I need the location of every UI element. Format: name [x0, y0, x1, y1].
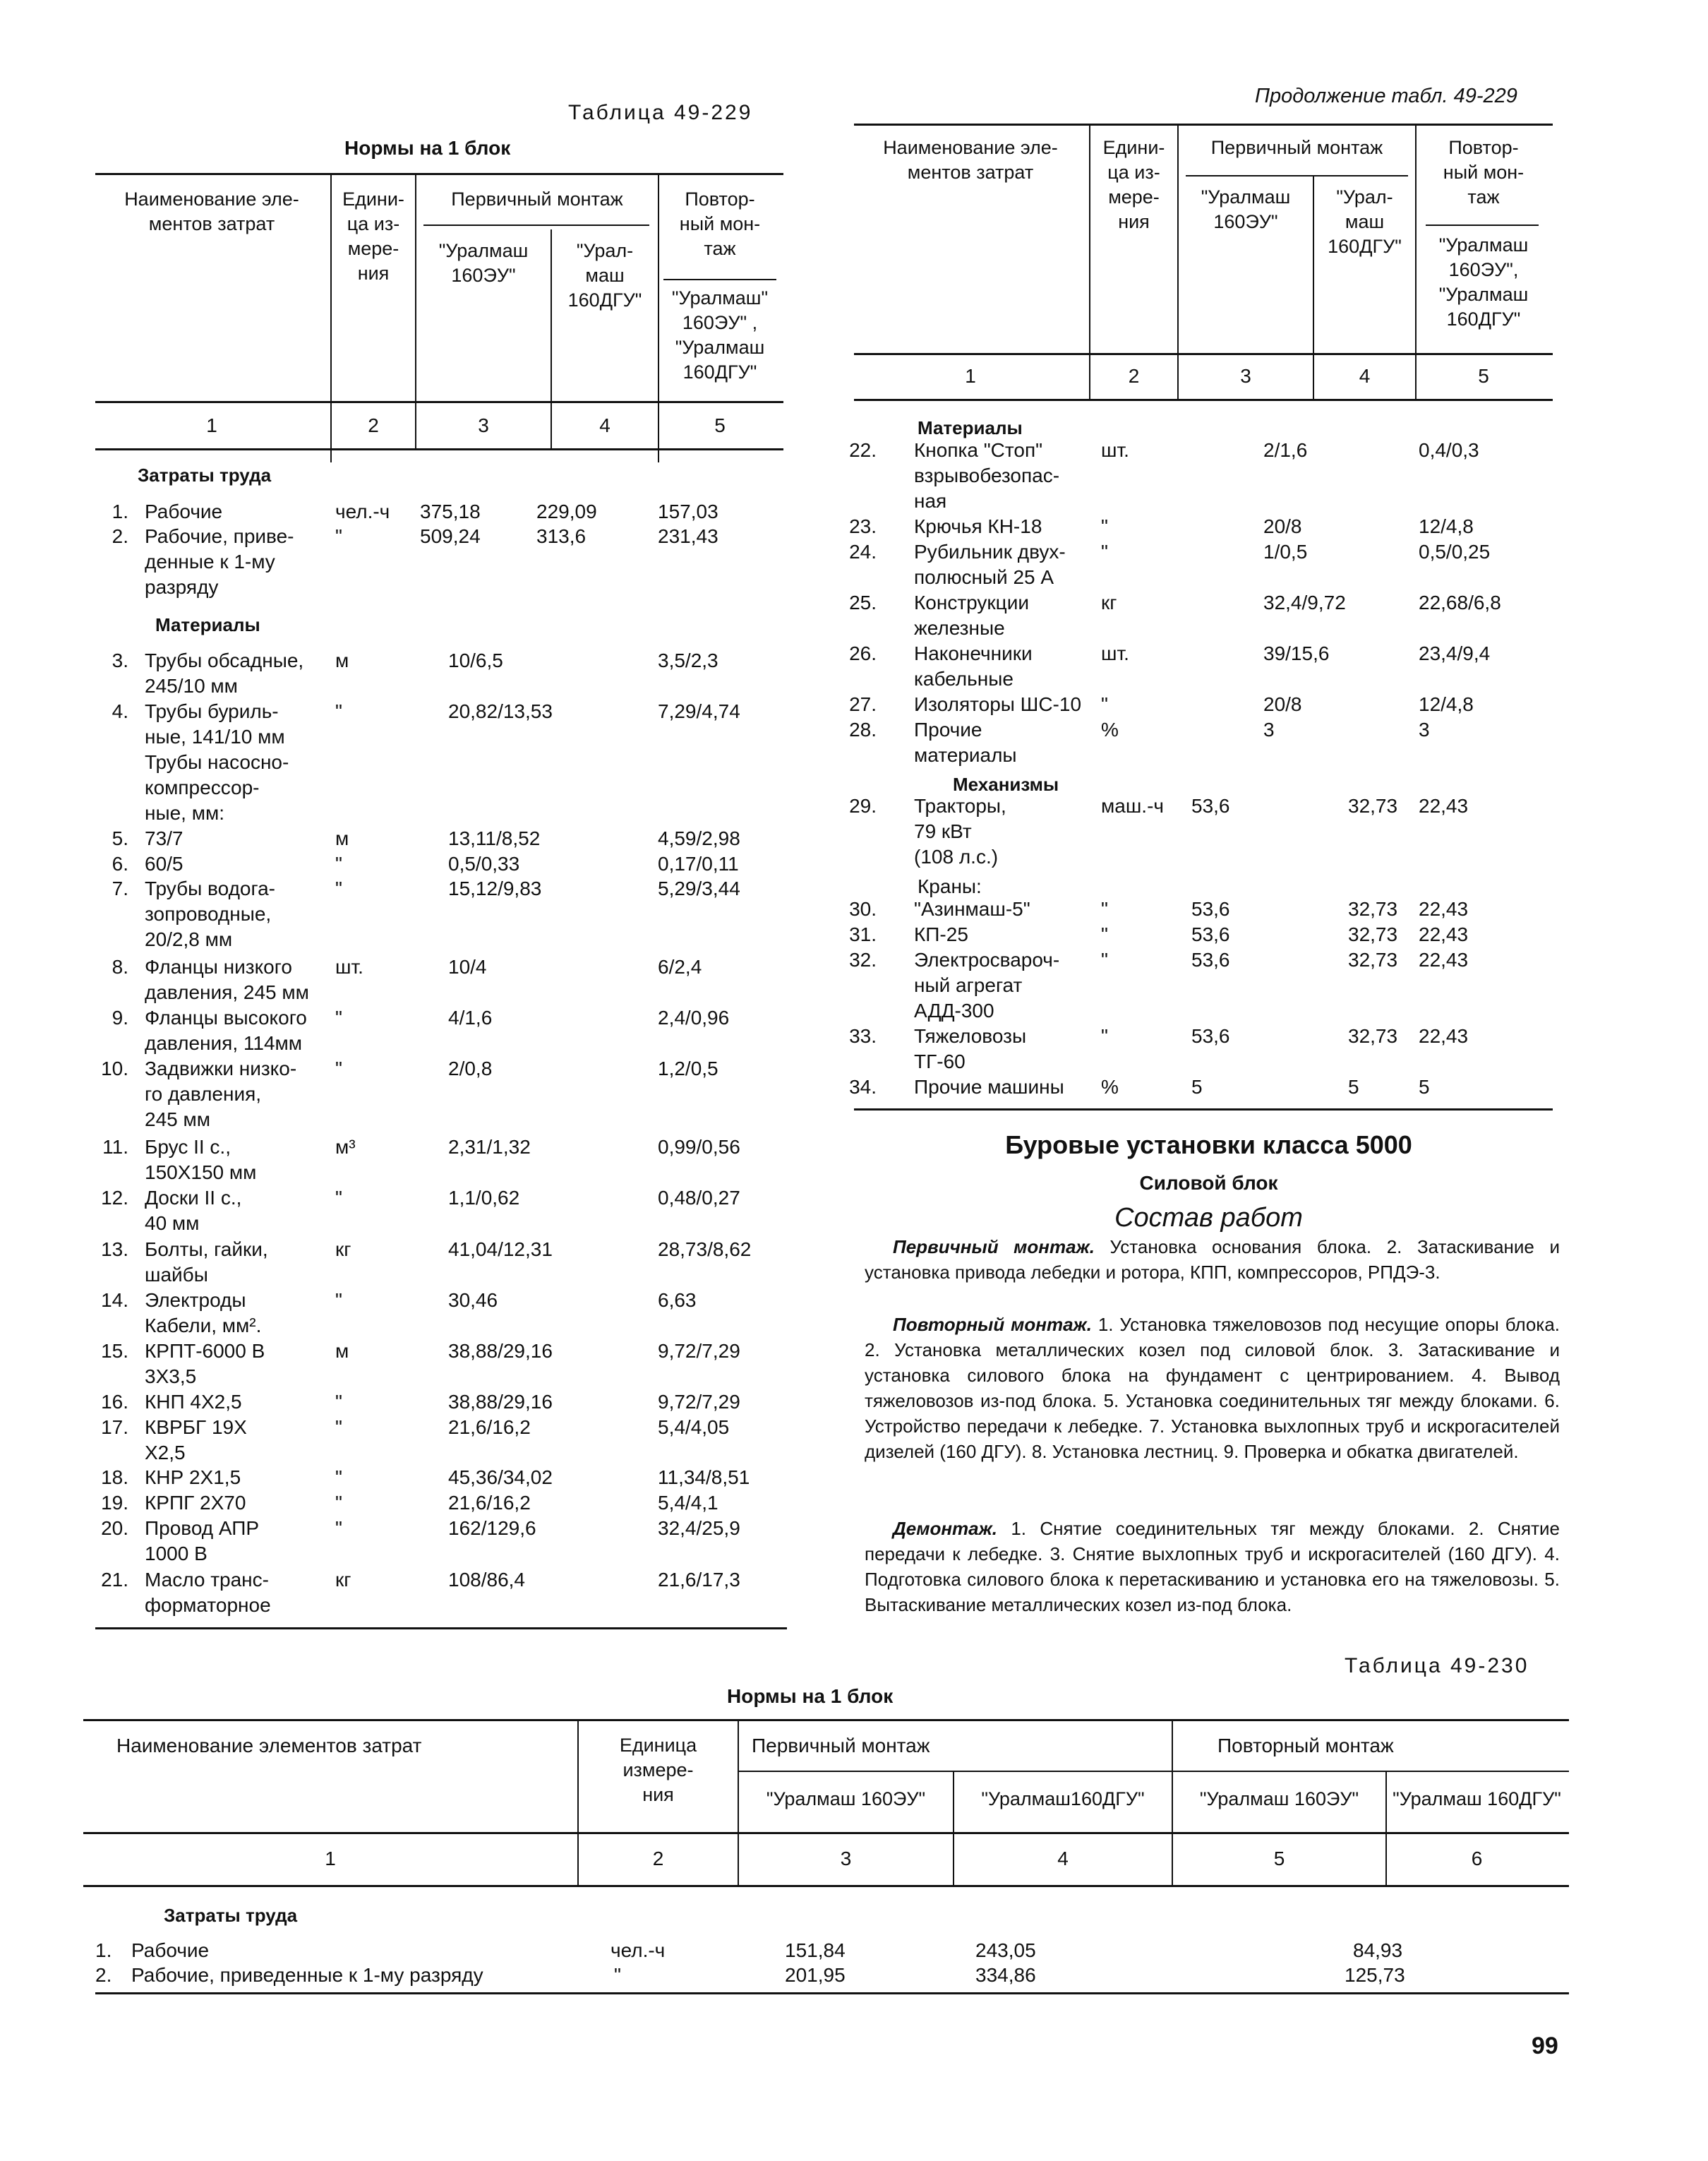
left-row-17-n: 17.: [101, 1416, 128, 1438]
right-header-col2: Едини- ца из- мере- ния: [1102, 137, 1165, 232]
right-row-8-n: 29.: [849, 795, 877, 817]
right-row-5-name: Наконечники кабельные: [914, 642, 1033, 690]
right-row-11-unit: ": [1101, 949, 1108, 971]
composition-title: Состав работ: [1114, 1203, 1303, 1233]
norms-title-left: Нормы на 1 блок: [344, 137, 511, 159]
left-colnum-bottom-rule: [95, 448, 783, 450]
left-row-20-n: 20.: [101, 1517, 128, 1539]
left-row-6-unit: ": [335, 853, 342, 875]
left-row-1-n: 1.: [112, 501, 128, 522]
left-colnum-2: 2: [368, 414, 379, 436]
bottom-row-1-a: 151,84: [785, 1939, 846, 1961]
left-row-10-ab: 2/0,8: [448, 1058, 493, 1079]
left-row-5-name: 73/7: [145, 827, 184, 849]
bottom-row-2-unit: ": [614, 1964, 621, 1986]
left-row-21-n: 21.: [101, 1569, 128, 1591]
left-row-15-name: КРПТ-6000 В 3Х3,5: [145, 1340, 265, 1387]
bottom-header-col2: Единица измере- ния: [619, 1735, 697, 1805]
bottom-header-p-b: "Уралмаш160ДГУ": [981, 1788, 1145, 1809]
left-colnum-3: 3: [478, 414, 489, 436]
left-row-9-unit: ": [335, 1007, 342, 1029]
paragraph-dismantle-lead: Демонтаж.: [893, 1518, 998, 1539]
section-title: Буровые установки класса 5000: [1005, 1130, 1412, 1159]
left-header-primary-b: "Урал- маш 160ДГУ": [567, 240, 642, 311]
bottom-header-primary: Первичный монтаж: [752, 1735, 930, 1756]
right-colnum-3: 3: [1240, 365, 1251, 387]
left-row-3-n: 3.: [112, 650, 128, 671]
left-row-18-n: 18.: [101, 1466, 128, 1488]
right-row-12-c: 22,43: [1419, 1025, 1469, 1047]
right-row-5-unit: шт.: [1101, 642, 1129, 664]
left-row-10-name: Задвижки низко- го давления, 245 мм: [145, 1058, 297, 1130]
left-header-col1: Наименование эле- ментов затрат: [124, 188, 299, 234]
left-colnum-1: 1: [206, 414, 217, 436]
left-row-12-ab: 1,1/0,62: [448, 1187, 520, 1209]
right-row-13-b: 5: [1348, 1076, 1359, 1098]
left-row-20-name: Провод АПР 1000 В: [145, 1517, 260, 1564]
left-row-18-ab: 45,36/34,02: [448, 1466, 553, 1488]
left-row-13-n: 13.: [101, 1238, 128, 1260]
left-row-12-c: 0,48/0,27: [658, 1187, 740, 1209]
left-row-8-c: 6/2,4: [658, 956, 702, 978]
paragraph-primary: [865, 1234, 1560, 1285]
table-caption-49-230: Таблица 49-230: [1345, 1654, 1529, 1677]
left-row-17-ab: 21,6/16,2: [448, 1416, 531, 1438]
left-row-14-ab: 30,46: [448, 1289, 498, 1311]
right-row-11-n: 32.: [849, 949, 877, 971]
left-row-4-unit: ": [335, 700, 342, 722]
bottom-header-repeat: Повторный монтаж: [1217, 1735, 1394, 1756]
left-row-6-name: 60/5: [145, 853, 184, 875]
right-row-13-name: Прочие машины: [914, 1076, 1064, 1098]
right-table-top-rule: [854, 124, 1553, 126]
right-row-12-unit: ": [1101, 1025, 1108, 1047]
right-row-4-name: Конструкции железные: [914, 592, 1029, 639]
right-row-8-b: 32,73: [1348, 795, 1398, 817]
left-row-10-n: 10.: [101, 1058, 128, 1079]
left-row-13-name: Болты, гайки, шайбы: [145, 1238, 268, 1286]
subsection-title: Силовой блок: [1139, 1172, 1278, 1194]
right-row-11-c: 22,43: [1419, 949, 1469, 971]
bottom-section-labor: Затраты труда: [164, 1905, 298, 1926]
left-row-14-n: 14.: [101, 1289, 128, 1311]
left-row-1-a: 375,18: [420, 501, 481, 522]
left-row-12-unit: ": [335, 1187, 342, 1209]
left-row-7-c: 5,29/3,44: [658, 878, 740, 899]
right-header-repeat-sub: "Уралмаш 160ЭУ", "Уралмаш 160ДГУ": [1438, 234, 1529, 330]
bottom-header-bottom-rule: [83, 1832, 1569, 1834]
bottom-row-2-name: Рабочие, приведенные к 1-му разряду: [131, 1964, 483, 1986]
right-colnum-5: 5: [1478, 365, 1489, 387]
left-row-5-n: 5.: [112, 827, 128, 849]
paragraph-repeat-text: 1. Установка тяжеловозов под несущие опоры блока. 2. Установка металлических козел под силовой блок. 3. Затаскивание и установка силового блока на фундамент с центрированием. 4. Вывод тяжеловозов из-под блока. 5. Установка соединительных тяг между блоками. 6. Устройство передачи к лебедке. 7. Установка выхлопных труб и искрогасителей дизелей (160 ДГУ). 8. Установка лестниц. 9. Проверка и обкатка двигателей.: [865, 1314, 1560, 1462]
left-row-11-unit: м³: [335, 1136, 356, 1158]
right-repeat-subrule: [1426, 225, 1539, 226]
right-row-6-name: Изоляторы ШС-10: [914, 693, 1082, 715]
paragraph-repeat: [865, 1312, 1560, 1464]
left-row-9-ab: 4/1,6: [448, 1007, 493, 1029]
right-primary-subrule: [1186, 175, 1408, 176]
left-header-primary-a: "Уралмаш 160ЭУ": [438, 240, 529, 286]
right-row-10-b: 32,73: [1348, 923, 1398, 945]
left-row-13-ab: 41,04/12,31: [448, 1238, 553, 1260]
left-row-17-name: КВРБГ 19Х Х2,5: [145, 1416, 247, 1463]
left-row-5-ab: 13,11/8,52: [448, 827, 541, 849]
left-row-2-c: 231,43: [658, 525, 718, 547]
left-row-16-c: 9,72/7,29: [658, 1391, 740, 1413]
left-table-bottom-rule: [95, 1627, 787, 1629]
left-row-3-c: 3,5/2,3: [658, 650, 718, 671]
bottom-row-2-num: 2.: [95, 1964, 112, 1986]
right-row-12-name: Тяжеловозы ТГ-60: [914, 1025, 1027, 1072]
left-row-11-c: 0,99/0,56: [658, 1136, 740, 1158]
right-row-2-name: Крючья КН-18: [914, 515, 1042, 537]
left-row-19-name: КРПГ 2Х70: [145, 1492, 246, 1514]
left-row-3-ab: 10/6,5: [448, 650, 503, 671]
right-row-1-unit: шт.: [1101, 439, 1129, 461]
bottom-row-1-r: 84,93: [1353, 1939, 1403, 1961]
left-row-2-b: 313,6: [536, 525, 587, 547]
left-row-5-unit: м: [335, 827, 349, 849]
left-row-16-unit: ": [335, 1391, 342, 1413]
right-colnum-bottom-rule: [854, 399, 1553, 401]
bottom-colnum-2: 2: [652, 1848, 664, 1869]
right-header-primary-a: "Уралмаш 160ЭУ": [1201, 186, 1291, 232]
left-table-top-rule: [95, 173, 783, 175]
right-header-col1: Наименование эле- ментов затрат: [883, 137, 1058, 183]
bottom-header-col1: Наименование элементов затрат: [116, 1735, 422, 1756]
right-row-6-n: 27.: [849, 693, 877, 715]
left-row-15-unit: м: [335, 1340, 349, 1362]
right-row-10-c: 22,43: [1419, 923, 1469, 945]
left-row-6-ab: 0,5/0,33: [448, 853, 520, 875]
left-row-4-ab: 20,82/13,53: [448, 700, 553, 722]
left-row-7-unit: ": [335, 878, 342, 899]
left-row-13-unit: кг: [335, 1238, 351, 1260]
bottom-subrule: [738, 1771, 1569, 1772]
left-row-11-ab: 2,31/1,32: [448, 1136, 531, 1158]
page-number: 99: [1532, 2033, 1558, 2059]
left-header-repeat-sub: "Уралмаш" 160ЭУ" , "Уралмаш 160ДГУ": [671, 287, 769, 383]
bottom-row-1-unit: чел.-ч: [611, 1939, 666, 1961]
left-row-6-n: 6.: [112, 853, 128, 875]
left-row-13-c: 28,73/8,62: [658, 1238, 752, 1260]
left-row-20-ab: 162/129,6: [448, 1517, 536, 1539]
right-row-4-ab: 32,4/9,72: [1263, 592, 1346, 613]
bottom-row-2-r: 125,73: [1345, 1964, 1405, 1986]
right-row-7-n: 28.: [849, 719, 877, 741]
bottom-row-1-b: 243,05: [975, 1939, 1036, 1961]
left-row-20-unit: ": [335, 1517, 342, 1539]
paragraph-dismantle-text: 1. Снятие соединительных тяг между блоками. 2. Снятие передачи к лебедке. 3. Снятие выхлопных труб и искрогасителей (160 ДГУ). 4. Подготовка силового блока к перетаскиванию и установка его на тяжеловозы. 5. Вытаскивание металлических козел из-под блока.: [865, 1518, 1560, 1615]
left-row-9-n: 9.: [112, 1007, 128, 1029]
left-row-18-c: 11,34/8,51: [658, 1466, 750, 1488]
left-row-21-name: Масло транс- форматорное: [145, 1569, 271, 1616]
left-row-12-name: Доски II с., 40 мм: [145, 1187, 242, 1234]
left-row-19-ab: 21,6/16,2: [448, 1492, 531, 1514]
left-repeat-subrule: [663, 279, 776, 280]
left-row-5-c: 4,59/2,98: [658, 827, 740, 849]
left-row-16-name: КНП 4Х2,5: [145, 1391, 242, 1413]
paragraph-primary-text: Установка основания блока. 2. Затаскивание и установка привода лебедки и ротора, КПП, компрессоров, РПДЭ-3.: [865, 1236, 1560, 1283]
right-row-7-unit: %: [1101, 719, 1119, 741]
right-row-2-unit: ": [1101, 515, 1108, 537]
left-row-10-c: 1,2/0,5: [658, 1058, 718, 1079]
left-row-15-ab: 38,88/29,16: [448, 1340, 553, 1362]
right-row-8-unit: маш.-ч: [1101, 795, 1164, 817]
right-section-machines: Механизмы: [953, 774, 1059, 795]
left-header-primary: Первичный монтаж: [451, 188, 623, 210]
right-colnum-4: 4: [1359, 365, 1371, 387]
left-colnum-5: 5: [714, 414, 726, 436]
bottom-colnum-6: 6: [1471, 1848, 1483, 1869]
left-header-repeat: Повтор- ный мон- таж: [679, 188, 761, 259]
left-row-4-c: 7,29/4,74: [658, 700, 740, 722]
left-row-21-c: 21,6/17,3: [658, 1569, 740, 1591]
right-row-4-c: 22,68/6,8: [1419, 592, 1501, 613]
right-section-materials: Материалы: [918, 417, 1023, 438]
bottom-header-p-a: "Уралмаш 160ЭУ": [766, 1788, 926, 1809]
right-row-10-n: 31.: [849, 923, 877, 945]
right-row-8-c: 22,43: [1419, 795, 1469, 817]
right-row-3-ab: 1/0,5: [1263, 541, 1308, 563]
right-colnum-2: 2: [1128, 365, 1140, 387]
left-row-1-name: Рабочие: [145, 501, 223, 522]
left-row-18-name: КНР 2Х1,5: [145, 1466, 241, 1488]
right-row-3-name: Рубильник двух- полюсный 25 А: [914, 541, 1066, 588]
right-row-7-ab: 3: [1263, 719, 1275, 741]
bottom-header-r-b: "Уралмаш 160ДГУ": [1393, 1788, 1561, 1809]
right-row-8-a: 53,6: [1191, 795, 1230, 817]
right-row-1-c: 0,4/0,3: [1419, 439, 1479, 461]
right-row-13-n: 34.: [849, 1076, 877, 1098]
right-header-repeat: Повтор- ный мон- таж: [1443, 137, 1524, 208]
right-row-10-name: КП-25: [914, 923, 968, 945]
left-row-1-unit: чел.-ч: [335, 501, 390, 522]
left-section-labor: Затраты труда: [138, 465, 272, 486]
left-row-15-c: 9,72/7,29: [658, 1340, 740, 1362]
right-colnum-1: 1: [965, 365, 976, 387]
right-row-1-n: 22.: [849, 439, 877, 461]
left-row-21-ab: 108/86,4: [448, 1569, 525, 1591]
left-row-9-c: 2,4/0,96: [658, 1007, 730, 1029]
left-row-11-n: 11.: [102, 1136, 128, 1158]
left-row-1-b: 229,09: [536, 501, 597, 522]
norms-title-bottom: Нормы на 1 блок: [727, 1685, 894, 1707]
left-row-7-ab: 15,12/9,83: [448, 878, 542, 899]
right-section-cranes: Краны:: [918, 875, 982, 897]
left-row-18-unit: ": [335, 1466, 342, 1488]
table-caption-49-229: Таблица 49-229: [568, 101, 753, 124]
right-row-9-c: 22,43: [1419, 898, 1469, 920]
left-row-12-n: 12.: [101, 1187, 128, 1209]
left-row-15-n: 15.: [101, 1340, 128, 1362]
right-row-1-ab: 2/1,6: [1263, 439, 1308, 461]
bottom-colnum-4: 4: [1057, 1848, 1069, 1869]
bottom-colnum-3: 3: [840, 1848, 852, 1869]
right-row-8-name: Тракторы, 79 кВт (108 л.с.): [914, 795, 1006, 868]
right-row-6-c: 12/4,8: [1419, 693, 1474, 715]
right-row-9-name: "Азинмаш-5": [914, 898, 1030, 920]
left-row-21-unit: кг: [335, 1569, 351, 1591]
left-row-8-n: 8.: [112, 956, 128, 978]
left-row-2-unit: ": [335, 525, 342, 547]
left-row-20-c: 32,4/25,9: [658, 1517, 740, 1539]
left-row-1-c: 157,03: [658, 501, 718, 522]
paragraph-primary-lead: Первичный монтаж.: [893, 1236, 1095, 1257]
right-row-9-n: 30.: [849, 898, 877, 920]
left-row-11-name: Брус II с., 150Х150 мм: [145, 1136, 257, 1183]
paragraph-dismantle: [865, 1516, 1560, 1617]
left-row-14-c: 6,63: [658, 1289, 697, 1311]
left-row-19-unit: ": [335, 1492, 342, 1514]
left-colnum-4: 4: [599, 414, 611, 436]
right-row-1-name: Кнопка "Стоп" взрывобезопас- ная: [914, 439, 1060, 512]
left-row-3-unit: м: [335, 650, 349, 671]
right-row-9-a: 53,6: [1191, 898, 1230, 920]
left-row-16-ab: 38,88/29,16: [448, 1391, 553, 1413]
right-row-7-c: 3: [1419, 719, 1430, 741]
bottom-colnum-1: 1: [325, 1848, 336, 1869]
right-row-12-b: 32,73: [1348, 1025, 1398, 1047]
right-row-6-unit: ": [1101, 693, 1108, 715]
right-row-3-n: 24.: [849, 541, 877, 563]
right-row-9-unit: ": [1101, 898, 1108, 920]
bottom-row-2-b: 334,86: [975, 1964, 1036, 1986]
right-header-primary-b: "Урал- маш 160ДГУ": [1328, 186, 1402, 257]
left-row-9-name: Фланцы высокого давления, 114мм: [145, 1007, 307, 1054]
left-row-6-c: 0,17/0,11: [658, 853, 739, 875]
right-row-5-c: 23,4/9,4: [1419, 642, 1491, 664]
right-row-2-n: 23.: [849, 515, 877, 537]
right-row-3-c: 0,5/0,25: [1419, 541, 1491, 563]
bottom-header-r-a: "Уралмаш 160ЭУ": [1199, 1788, 1359, 1809]
left-row-14-name: Электроды Кабели, мм².: [145, 1289, 262, 1336]
bottom-colnum-bottom-rule: [83, 1885, 1569, 1887]
right-row-4-unit: кг: [1101, 592, 1117, 613]
left-row-10-unit: ": [335, 1058, 342, 1079]
bottom-row-2-a: 201,95: [785, 1964, 846, 1986]
left-header-bottom-rule: [95, 401, 783, 403]
right-row-12-a: 53,6: [1191, 1025, 1230, 1047]
right-row-11-b: 32,73: [1348, 949, 1398, 971]
right-row-5-n: 26.: [849, 642, 877, 664]
right-row-10-unit: ": [1101, 923, 1108, 945]
bottom-table-bottom-rule: [95, 1992, 1569, 1994]
left-row-8-unit: шт.: [335, 956, 363, 978]
left-row-19-c: 5,4/4,1: [658, 1492, 718, 1514]
right-row-11-name: Электросвароч- ный агрегат АДД-300: [914, 949, 1060, 1022]
left-row-2-n: 2.: [112, 525, 128, 547]
left-row-8-name: Фланцы низкого давления, 245 мм: [145, 956, 309, 1003]
left-row-4-name: Трубы буриль- ные, 141/10 мм Трубы насосно- компрессор- ные, мм:: [145, 700, 289, 824]
bottom-colnum-5: 5: [1273, 1848, 1285, 1869]
bottom-row-1-name: Рабочие: [131, 1939, 210, 1961]
left-row-17-c: 5,4/4,05: [658, 1416, 730, 1438]
right-row-13-a: 5: [1191, 1076, 1203, 1098]
right-row-7-name: Прочие материалы: [914, 719, 1017, 766]
left-row-19-n: 19.: [101, 1492, 128, 1514]
left-row-7-n: 7.: [112, 878, 128, 899]
left-row-14-unit: ": [335, 1289, 342, 1311]
left-section-materials: Материалы: [155, 614, 260, 635]
continuation-caption: Продолжение табл. 49-229: [1255, 85, 1517, 107]
right-row-4-n: 25.: [849, 592, 877, 613]
right-row-2-ab: 20/8: [1263, 515, 1302, 537]
right-row-9-b: 32,73: [1348, 898, 1398, 920]
right-row-2-c: 12/4,8: [1419, 515, 1474, 537]
right-row-13-c: 5: [1419, 1076, 1430, 1098]
right-row-5-ab: 39/15,6: [1263, 642, 1330, 664]
right-row-10-a: 53,6: [1191, 923, 1230, 945]
right-row-6-ab: 20/8: [1263, 693, 1302, 715]
left-row-2-name: Рабочие, приве- денные к 1-му разряду: [145, 525, 294, 598]
right-header-bottom-rule: [854, 353, 1553, 355]
right-row-3-unit: ": [1101, 541, 1108, 563]
left-row-8-ab: 10/4: [448, 956, 487, 978]
right-table-bottom-rule: [854, 1108, 1553, 1111]
left-header-col2: Едини- ца из- мере- ния: [342, 188, 404, 284]
left-vline-2: [415, 173, 416, 448]
right-row-13-unit: %: [1101, 1076, 1119, 1098]
left-row-17-unit: ": [335, 1416, 342, 1438]
left-row-16-n: 16.: [101, 1391, 128, 1413]
right-row-11-a: 53,6: [1191, 949, 1230, 971]
left-row-4-n: 4.: [112, 700, 128, 722]
bottom-table-top-rule: [83, 1719, 1569, 1721]
right-vline-2: [1177, 124, 1179, 399]
left-row-2-a: 509,24: [420, 525, 481, 547]
left-row-7-name: Трубы водога- зопроводные, 20/2,8 мм: [145, 878, 275, 950]
right-row-12-n: 33.: [849, 1025, 877, 1047]
left-row-3-name: Трубы обсадные, 245/10 мм: [145, 650, 304, 697]
left-primary-subrule: [423, 225, 649, 226]
paragraph-repeat-lead: Повторный монтаж.: [893, 1314, 1092, 1335]
bottom-row-1-num: 1.: [95, 1939, 112, 1961]
right-header-primary: Первичный монтаж: [1210, 137, 1383, 158]
